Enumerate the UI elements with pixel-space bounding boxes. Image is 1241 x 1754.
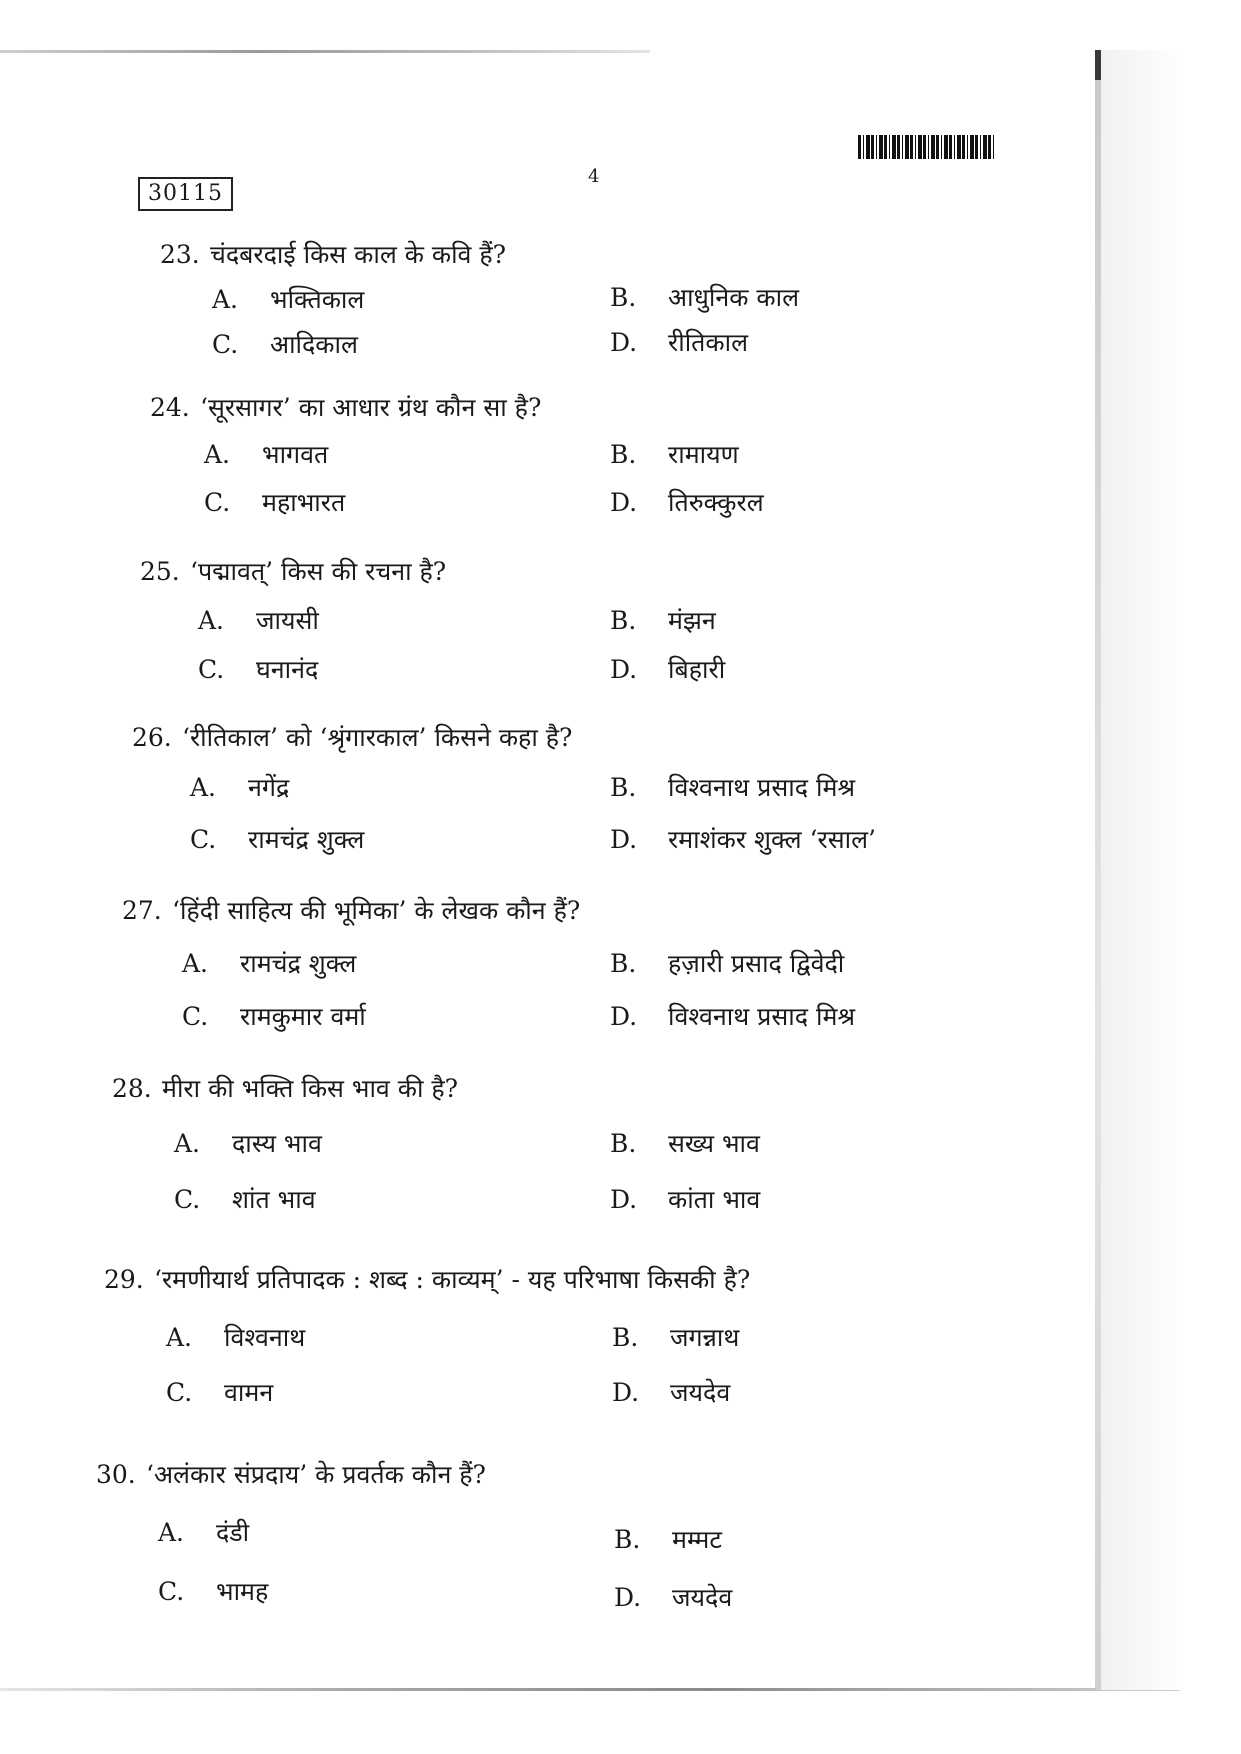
option-text: नगेंद्र (248, 773, 290, 802)
option-b (610, 946, 844, 980)
option-c (182, 999, 366, 1033)
option-d (610, 999, 855, 1033)
option-text: दंडी (216, 1518, 250, 1547)
option-a (190, 770, 289, 804)
question-number: 23. (160, 240, 200, 269)
question-number: 26. (132, 723, 172, 752)
option-text: जायसी (256, 606, 319, 635)
option-text: रामायण (668, 440, 739, 469)
option-text: बिहारी (668, 655, 726, 684)
option-letter: A. (158, 1518, 185, 1547)
option-letter: A. (166, 1323, 193, 1352)
option-letter: C. (212, 330, 239, 359)
option-text: सख्य भाव (668, 1129, 760, 1158)
option-text: मम्मट (672, 1525, 722, 1554)
option-c (166, 1375, 273, 1409)
option-text: रमाशंकर शुक्ल ‘रसाल’ (668, 825, 876, 854)
paper-code: 30115 (138, 177, 233, 211)
option-a (198, 603, 319, 637)
option-c (212, 327, 358, 361)
option-c (158, 1574, 268, 1608)
option-d (610, 652, 725, 686)
option-letter: B. (610, 606, 637, 635)
option-letter: B. (610, 773, 637, 802)
option-letter: C. (174, 1185, 201, 1214)
page-number: 4 (588, 166, 600, 187)
option-text: जगन्नाथ (670, 1323, 740, 1352)
option-letter: A. (190, 773, 217, 802)
option-b (610, 603, 716, 637)
option-text: विश्वनाथ प्रसाद मिश्र (668, 773, 856, 802)
option-c (198, 652, 318, 686)
option-text: रीतिकाल (668, 328, 749, 357)
option-text: भागवत (262, 440, 329, 469)
option-b (612, 1320, 739, 1354)
option-b (610, 770, 855, 804)
option-letter: B. (614, 1525, 641, 1554)
option-letter: D. (610, 825, 638, 854)
option-text: आदिकाल (270, 330, 358, 359)
option-letter: C. (190, 825, 217, 854)
option-text: जयदेव (670, 1378, 731, 1407)
option-letter: B. (610, 1129, 637, 1158)
option-letter: C. (204, 488, 231, 517)
option-d (614, 1580, 732, 1614)
option-letter: B. (610, 440, 637, 469)
option-text: मंझन (668, 606, 716, 635)
option-a (212, 282, 364, 316)
option-letter: C. (166, 1378, 193, 1407)
option-letter: C. (182, 1002, 209, 1031)
option-text: घनानंद (256, 655, 319, 684)
option-d (610, 485, 764, 519)
question-text: ‘पद्मावत्’ किस की रचना है? (190, 557, 447, 586)
question-text: ‘अलंकार संप्रदाय’ के प्रवर्तक कौन हैं? (146, 1460, 486, 1489)
option-c (190, 822, 364, 856)
option-c (174, 1182, 316, 1216)
option-letter: B. (610, 283, 637, 312)
option-text: महाभारत (262, 488, 346, 517)
option-d (610, 822, 876, 856)
option-text: आधुनिक काल (668, 283, 800, 312)
option-text: रामकुमार वर्मा (240, 1002, 366, 1031)
option-text: विश्वनाथ (224, 1323, 306, 1352)
option-text: विश्वनाथ प्रसाद मिश्र (668, 1002, 856, 1031)
option-text: भक्तिकाल (270, 285, 365, 314)
question-number: 27. (122, 896, 162, 925)
option-text: तिरुक्कुरल (668, 488, 764, 517)
question-text: चंदबरदाई किस काल के कवि हैं? (210, 240, 507, 269)
option-letter: A. (174, 1129, 201, 1158)
option-text: जयदेव (672, 1583, 733, 1612)
question-text: ‘रमणीयार्थ प्रतिपादक : शब्द : काव्यम्’ - यह परिभाषा किसकी है? (154, 1265, 751, 1294)
page-fold-shadow (1101, 50, 1241, 1690)
option-b (614, 1522, 722, 1556)
question-27 (122, 893, 580, 927)
option-letter: B. (612, 1323, 639, 1352)
option-letter: D. (614, 1583, 642, 1612)
option-letter: D. (610, 328, 638, 357)
option-a (166, 1320, 305, 1354)
question-25 (140, 554, 446, 588)
question-26 (132, 720, 572, 754)
option-letter: D. (612, 1378, 640, 1407)
option-text: भामह (216, 1577, 269, 1606)
question-text: ‘सूरसागर’ का आधार ग्रंथ कौन सा है? (200, 393, 542, 422)
option-text: वामन (224, 1378, 274, 1407)
option-letter: B. (610, 949, 637, 978)
option-a (174, 1126, 322, 1160)
option-text: दास्य भाव (232, 1129, 322, 1158)
option-letter: D. (610, 1002, 638, 1031)
question-text: ‘रीतिकाल’ को ‘श्रृंगारकाल’ किसने कहा है? (182, 723, 573, 752)
question-number: 29. (104, 1265, 144, 1294)
option-a (182, 946, 356, 980)
option-d (610, 325, 748, 359)
question-text: मीरा की भक्ति किस भाव की है? (162, 1074, 459, 1103)
option-letter: D. (610, 655, 638, 684)
option-a (204, 437, 328, 471)
scan-edge-bottom (0, 1688, 1180, 1691)
question-30 (96, 1457, 486, 1491)
option-b (610, 1126, 760, 1160)
option-letter: A. (204, 440, 231, 469)
question-number: 24. (150, 393, 190, 422)
option-letter: D. (610, 1185, 638, 1214)
option-letter: C. (158, 1577, 185, 1606)
question-23 (160, 237, 506, 271)
option-text: कांता भाव (668, 1185, 761, 1214)
option-a (158, 1515, 249, 1549)
option-d (612, 1375, 730, 1409)
page-fold-edge (1095, 50, 1101, 1690)
option-letter: A. (212, 285, 239, 314)
question-24 (150, 390, 541, 424)
question-number: 28. (112, 1074, 152, 1103)
option-text: शांत भाव (232, 1185, 316, 1214)
option-d (610, 1182, 760, 1216)
question-text: ‘हिंदी साहित्य की भूमिका’ के लेखक कौन हैं? (172, 896, 581, 925)
scan-edge-top (0, 50, 650, 53)
option-letter: D. (610, 488, 638, 517)
option-letter: A. (198, 606, 225, 635)
option-b (610, 437, 739, 471)
option-c (204, 485, 345, 519)
option-b (610, 280, 799, 314)
option-letter: C. (198, 655, 225, 684)
barcode (858, 135, 996, 159)
question-28 (112, 1071, 458, 1105)
option-letter: A. (182, 949, 209, 978)
question-29 (104, 1262, 750, 1296)
option-text: रामचंद्र शुक्ल (248, 825, 365, 854)
question-number: 30. (96, 1460, 136, 1489)
question-number: 25. (140, 557, 180, 586)
option-text: रामचंद्र शुक्ल (240, 949, 357, 978)
option-text: हज़ारी प्रसाद द्विवेदी (668, 949, 845, 978)
